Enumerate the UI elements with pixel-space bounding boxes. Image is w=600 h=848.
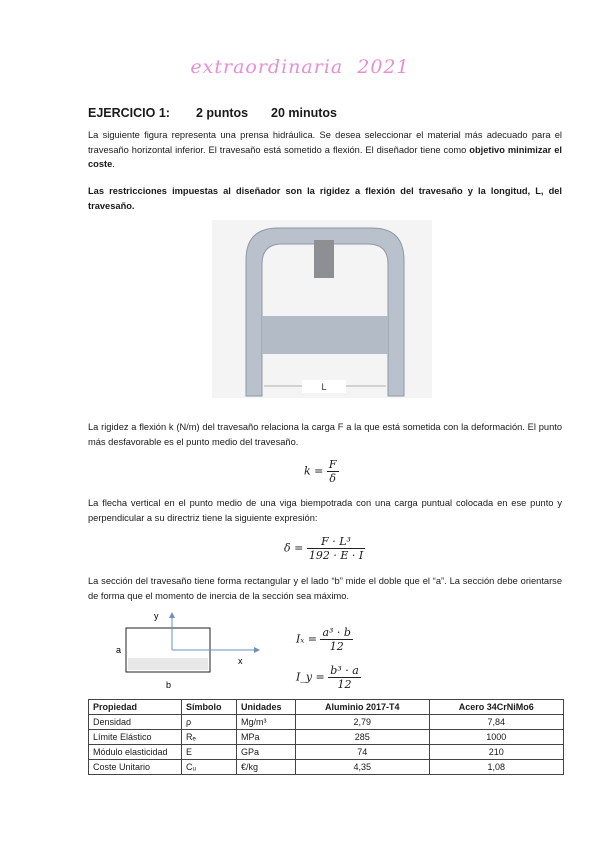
page-header — [0, 56, 600, 78]
table-header: Unidades — [237, 700, 296, 715]
equation-deflection: δ = $\frac{\text{F · L³}}{192 \cdot E \cdot I}$ — [284, 535, 364, 562]
objective-text: objetivo minimizar el coste — [88, 144, 562, 169]
length-label: L — [321, 382, 327, 392]
properties-table — [88, 699, 564, 775]
table-header: Símbolo — [182, 700, 237, 715]
table-header: Propiedad — [89, 700, 182, 715]
table-row: Coste Unitario Cᵤ €/kg 4,35 1,08 — [89, 760, 564, 775]
table-row: Módulo elasticidad E GPa 74 210 — [89, 745, 564, 760]
exercise-sheet — [84, 100, 568, 780]
paragraph-section: La sección del travesaño tiene forma rectangular y el lado “b” mide el doble que el “a”. La sección debe orientarse de forma que el momento de inercia de la sección sea máximo. — [88, 576, 562, 601]
section-figure — [106, 608, 276, 696]
equation-ix: Iₓ = $\frac{\text{a³ · b}}{12}$ — [296, 626, 351, 653]
exercise-points: 2 puntos — [196, 106, 249, 120]
b-label: b — [166, 680, 172, 690]
exercise-time: 20 minutos — [271, 106, 337, 120]
table-header: Acero 34CrNiMo6 — [429, 700, 563, 715]
x-label: x — [238, 656, 243, 666]
a-label: a — [116, 645, 122, 655]
equation-stiffness: k = $\frac{F}{\delta}$ — [304, 458, 337, 485]
table-header: Aluminio 2017-T4 — [296, 700, 430, 715]
section-shade — [128, 658, 208, 670]
press-drawing — [212, 220, 432, 398]
equation-iy: I_y = $\frac{\text{b³ · a}}{12}$ — [296, 664, 359, 691]
exercise-title — [88, 106, 337, 120]
header-word: extraordinaria — [190, 56, 344, 78]
y-label: y — [154, 611, 159, 621]
piston — [314, 240, 334, 278]
press-figure — [212, 220, 432, 398]
y-arrow-icon — [169, 612, 175, 618]
paragraph-intro: La siguiente figura representa una prensa hidráulica. Se desea seleccionar el material más adecuado para el travesaño horizontal inferior. El travesaño está sometido a flexión. El diseñador tiene como objetivo minimizar el coste. — [88, 130, 562, 169]
header-year: 2021 — [357, 56, 410, 78]
x-arrow-icon — [254, 647, 260, 653]
paragraph-restrictions: Las restricciones impuestas al diseñador son la rigidez a flexión del travesaño y la longitud, L, del travesaño. — [88, 186, 562, 211]
crossbeam — [262, 316, 388, 354]
table-row: Límite Elástico Rₑ MPa 285 1000 — [89, 730, 564, 745]
paragraph-stiffness: La rigidez a flexión k (N/m) del travesaño relaciona la carga F a la que está sometida con la deformación. El punto más desfavorable es el punto medio del travesaño. — [88, 422, 562, 447]
paragraph-deflection: La flecha vertical en el punto medio de una viga biempotrada con una carga puntual colocada en ese punto y perpendicular a su directriz tiene la siguiente expresión: — [88, 498, 562, 523]
table-header-row — [89, 700, 564, 715]
exercise-label: EJERCICIO 1: — [88, 106, 170, 120]
table-row: Densidad ρ Mg/m³ 2,79 7,84 — [89, 715, 564, 730]
